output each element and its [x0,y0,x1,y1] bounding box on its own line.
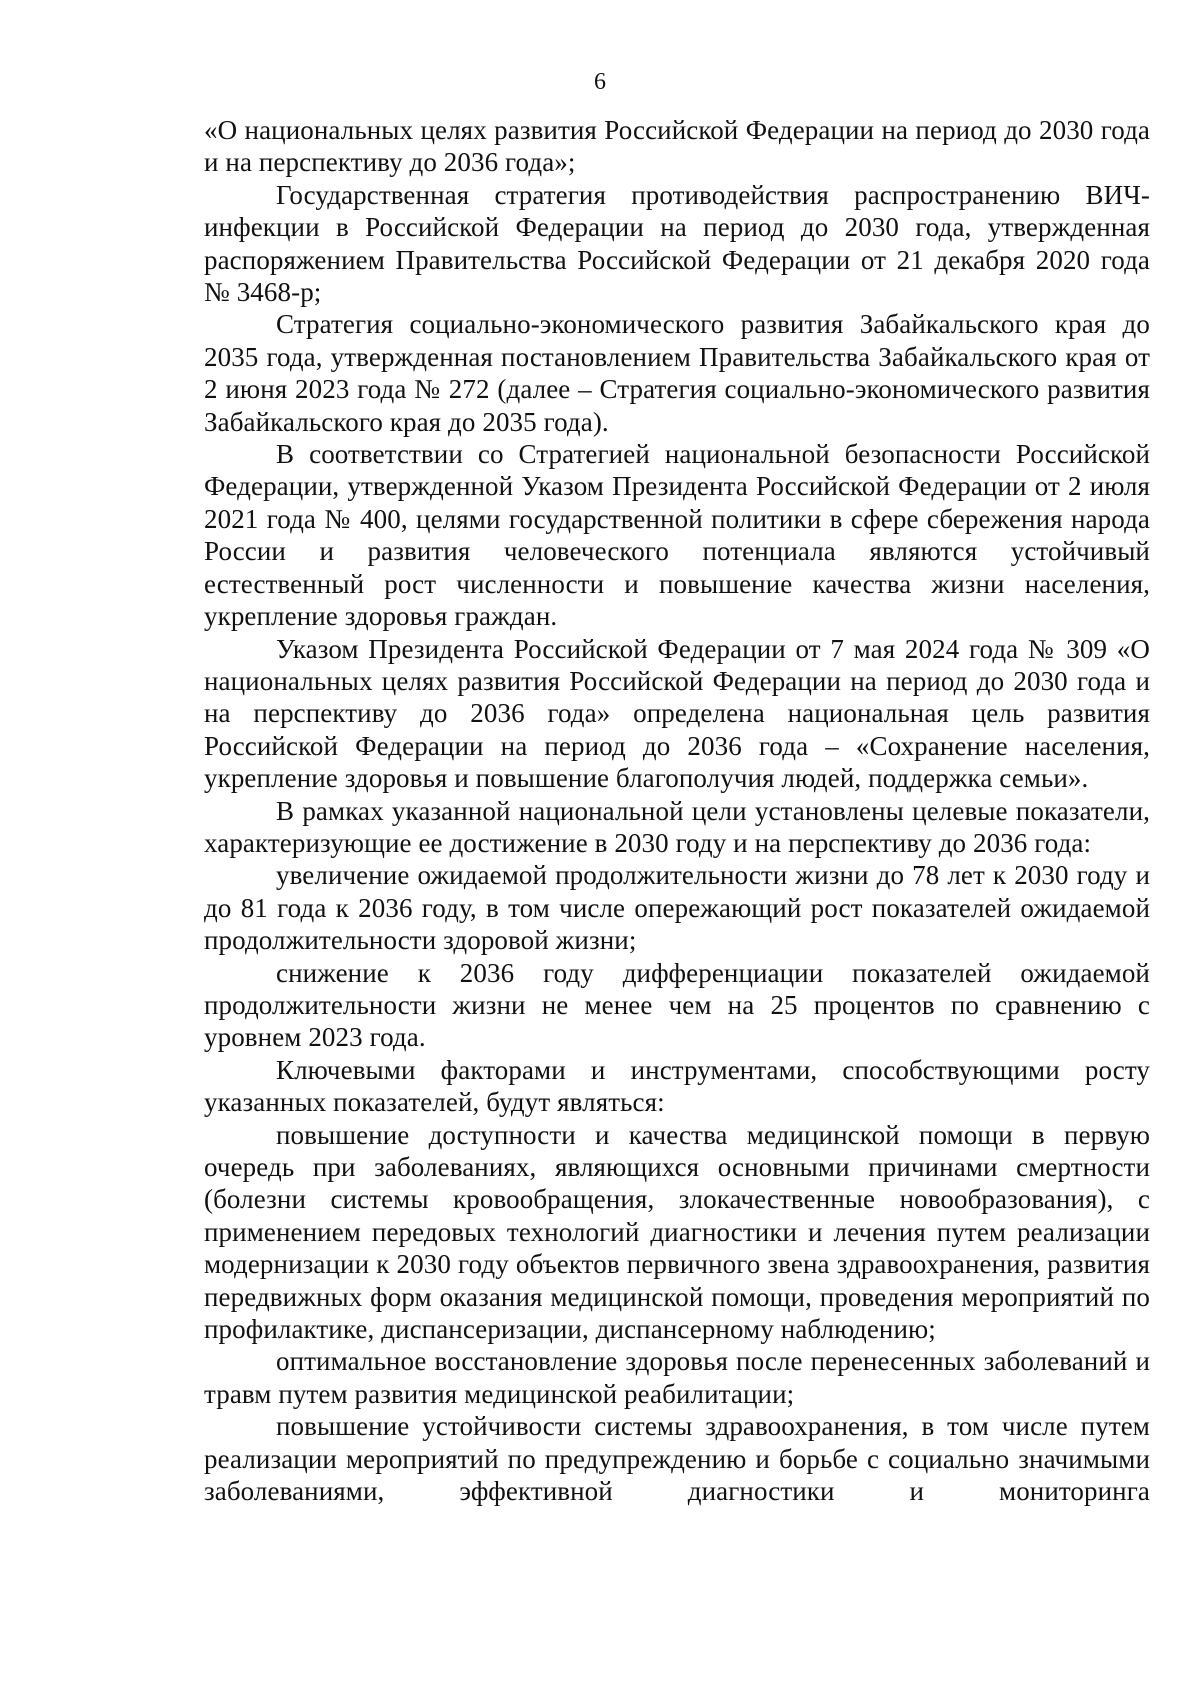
paragraph-hiv-strategy: Государственная стратегия противодействия распространению ВИЧ-инфекции в Российской Федерации на период до 2030 года, утвержденная распоряжением Правительства Российской Федерации от 21 декабря 2020 года № 3468-р; [204,179,1150,308]
paragraph-system-resilience: повышение устойчивости системы здравоохранения, в том числе путем реализации мероприятий по предупреждению и борьбе с социально значимыми заболеваниями, эффективной диагностики и мониторинга [204,1411,1150,1507]
paragraph-life-expectancy: увеличение ожидаемой продолжительности жизни до 78 лет к 2030 году и до 81 года к 2036 году, в том числе опережающий рост показателей ожидаемой продолжительности здоровой жизни; [204,860,1150,956]
page-number: 6 [594,69,606,95]
paragraph-rehabilitation: оптимальное восстановление здоровья после перенесенных заболеваний и травм путем развития медицинской реабилитации; [204,1346,1150,1409]
paragraph-national-security-strategy: В соответствии со Стратегией национальной безопасности Российской Федерации, утвержденной Указом Президента Российской Федерации от 2 июля 2021 года № 400, целями государственной политики в сфере сбережения народа России и развития человеческого потенциала являются устойчивый естественный рост численности и повышение качества жизни населения, укрепление здоровья граждан. [204,439,1150,632]
paragraph-zabaikalsky-strategy: Стратегия социально-экономического развития Забайкальского края до 2035 года, утвержденная постановлением Правительства Забайкальского края от 2 июня 2023 года № 272 (далее – Стратегия социально-экономического развития Забайкальского края до 2035 года). [204,309,1150,437]
paragraph-differentiation: снижение к 2036 году дифференциации показателей ожидаемой продолжительности жизни не менее чем на 25 процентов по сравнению с уровнем 2023 года. [204,957,1150,1053]
paragraph-decree-title-continuation: «О национальных целях развития Российской Федерации на период до 2030 года и на перспективу до 2036 года»; [204,115,1150,178]
paragraph-medical-care-access: повышение доступности и качества медицинской помощи в первую очередь при заболеваниях, являющихся основными причинами смертности (болезни системы кровообращения, злокачественные новообразования), с применением передовых технологий диагностики и лечения путем реализации модернизации к 2030 году объектов первичного звена здравоохранения, развития передвижных форм оказания медицинской помощи, проведения мероприятий по профилактике, диспансеризации, диспансерному наблюдению; [204,1119,1150,1345]
paragraph-target-indicators: В рамках указанной национальной цели установлены целевые показатели, характеризующие ее достижение в 2030 году и на перспективу до 2036 года: [204,795,1150,858]
document-body [204,114,1150,1507]
paragraph-key-factors: Ключевыми факторами и инструментами, способствующими росту указанных показателей, будут являться: [204,1054,1150,1118]
paragraph-national-goal: Указом Президента Российской Федерации от 7 мая 2024 года № 309 «О национальных целях развития Российской Федерации на период до 2030 года и на перспективу до 2036 года» определена национальная цель развития Российской Федерации на период до 2036 года – «Сохранение населения, укрепление здоровья и повышение благополучия людей, поддержка семьи». [204,633,1150,794]
